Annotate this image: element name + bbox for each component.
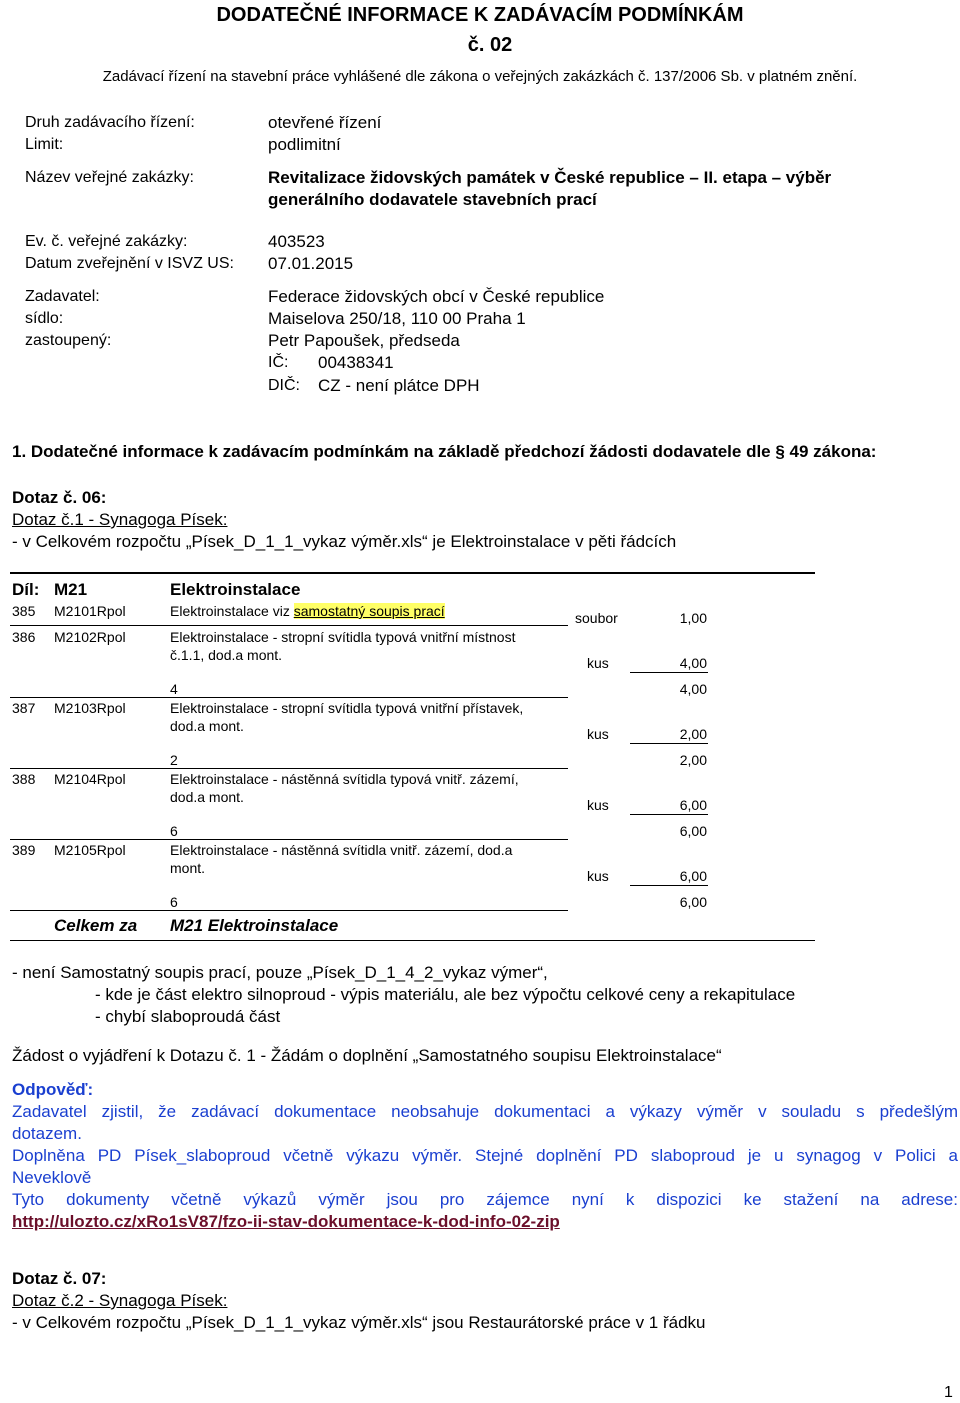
row-description-cont: mont. xyxy=(170,860,206,876)
row-unit: kus xyxy=(587,797,609,813)
row-code: M2104Rpol xyxy=(54,771,126,787)
row-description-cont: č.1.1, dod.a mont. xyxy=(170,647,283,663)
table-top-rule xyxy=(10,572,815,574)
q07-title: Dotaz č. 07: xyxy=(12,1269,107,1288)
row-subtotal-right: 2,00 xyxy=(679,752,707,768)
row-description: Elektroinstalace - stropní svítidla typová vnitřní místnost xyxy=(170,629,516,645)
limit-value: podlimitní xyxy=(268,135,341,154)
row-code: M2101Rpol xyxy=(54,603,126,619)
row-description xyxy=(170,603,445,619)
ic-value: 00438341 xyxy=(318,353,394,372)
datum-value: 07.01.2015 xyxy=(268,254,354,273)
row-description: Elektroinstalace - stropní svítidla typová vnitřní přístavek, xyxy=(170,700,524,716)
table-head-code: M21 xyxy=(54,580,88,599)
nazev-label: Název veřejné zakázky: xyxy=(25,169,194,186)
druh-value: otevřené řízení xyxy=(268,113,382,132)
row-description-text: Elektroinstalace viz xyxy=(170,603,294,619)
row-unit: kus xyxy=(587,868,609,884)
q07-line-a: - v Celkovém rozpočtu „Písek_D_1_1_vykaz výměr.xls“ jsou Restaurátorské práce v 1 řádku xyxy=(12,1313,706,1332)
total-label: Celkem za xyxy=(54,916,138,935)
row-code: M2102Rpol xyxy=(54,629,126,645)
row-separator xyxy=(10,910,568,911)
ev-value: 403523 xyxy=(268,232,325,251)
table-head-dil: Díl: xyxy=(12,580,40,599)
answer-line-5: Tyto dokumenty včetně výkazů výměr jsou pro zájemce nyní k dispozici ke stažení na adrese: xyxy=(12,1190,958,1209)
table-head-name: Elektroinstalace xyxy=(170,580,301,599)
nazev-value-line1: Revitalizace židovských památek v České republice – II. etapa – výběr xyxy=(268,168,832,187)
answer-line-2: dotazem. xyxy=(12,1124,82,1143)
row-code: M2105Rpol xyxy=(54,842,126,858)
row-number: 385 xyxy=(12,603,36,619)
row-number: 388 xyxy=(12,771,36,787)
zastoupeny-label: zastoupený: xyxy=(25,332,112,349)
answer-label: Odpověď: xyxy=(12,1080,94,1099)
total-name: M21 Elektroinstalace xyxy=(170,916,339,935)
quantity-rule xyxy=(630,672,708,673)
section1-heading: 1. Dodatečné informace k zadávacím podmínkám na základě předchozí žádosti dodavatele dle § 49 zákona: xyxy=(12,442,877,461)
zastoupeny-value: Petr Papoušek, předseda xyxy=(268,331,460,350)
row-subtotal-left: 4 xyxy=(170,681,178,697)
row-subtotal-left: 6 xyxy=(170,894,178,910)
row-subtotal-left: 6 xyxy=(170,823,178,839)
row-number: 387 xyxy=(12,700,36,716)
quantity-rule xyxy=(630,885,708,886)
document-number: č. 02 xyxy=(467,34,513,56)
row-description-cont: dod.a mont. xyxy=(170,789,244,805)
q06-note-3: - chybí slaboproudá část xyxy=(95,1007,281,1026)
limit-label: Limit: xyxy=(25,136,64,153)
document-title: DODATEČNÉ INFORMACE K ZADÁVACÍM PODMÍNKÁM xyxy=(216,4,744,26)
row-separator xyxy=(10,625,568,626)
row-unit: kus xyxy=(587,726,609,742)
row-subtotal-left: 2 xyxy=(170,752,178,768)
row-code: M2103Rpol xyxy=(54,700,126,716)
quantity-rule xyxy=(630,743,708,744)
row-description-cont: dod.a mont. xyxy=(170,718,244,734)
row-description-highlight: samostatný soupis prací xyxy=(293,603,445,619)
answer-line-1: Zadavatel zjistil, že zadávací dokumentace neobsahuje dokumentaci a výkazy výměr v souladu s předešlým xyxy=(12,1102,958,1121)
page-number: 1 xyxy=(944,1384,953,1401)
ic-label: IČ: xyxy=(268,354,289,371)
row-unit: soubor xyxy=(575,610,618,626)
answer-line-3: Doplněna PD Písek_slaboproud včetně výkazu výměr. Stejné doplnění PD slaboproud je u synagog v Polici a xyxy=(12,1146,958,1165)
sidlo-label: sídlo: xyxy=(25,310,64,327)
row-quantity: 1,00 xyxy=(679,610,707,626)
row-subtotal-right: 6,00 xyxy=(679,823,707,839)
zadavatel-value: Federace židovských obcí v České republice xyxy=(268,287,605,306)
row-subtotal-right: 4,00 xyxy=(679,681,707,697)
row-subtotal-right: 6,00 xyxy=(679,894,707,910)
answer-line-4: Neveklově xyxy=(12,1168,92,1187)
row-description: Elektroinstalace - nástěnná svítidla typová vnitř. zázemí, xyxy=(170,771,519,787)
row-description: Elektroinstalace - nástěnná svítidla vnitř. zázemí, dod.a xyxy=(170,842,513,858)
quantity-rule xyxy=(630,814,708,815)
download-link[interactable]: http://ulozto.cz/xRo1sV87/fzo-ii-stav-dokumentace-k-dod-info-02-zip xyxy=(12,1212,560,1231)
document-subtitle: Zadávací řízení na stavební práce vyhlášené dle zákona o veřejných zakázkách č. 137/2006 Sb. v platném znění. xyxy=(102,68,858,85)
q06-note-2: - kde je část elektro silnoproud - výpis materiálu, ale bez výpočtu celkové ceny a rekapitulace xyxy=(95,985,796,1004)
row-quantity: 2,00 xyxy=(679,726,707,742)
row-separator xyxy=(10,768,568,769)
q06-subtitle: Dotaz č.1 - Synagoga Písek: xyxy=(12,510,228,529)
row-number: 386 xyxy=(12,629,36,645)
zadavatel-label: Zadavatel: xyxy=(25,288,100,305)
row-quantity: 6,00 xyxy=(679,797,707,813)
q06-request: Žádost o vyjádření k Dotazu č. 1 - Žádám o doplnění „Samostatného soupisu Elektroinstalace“ xyxy=(12,1046,722,1065)
row-quantity: 4,00 xyxy=(679,655,707,671)
datum-label: Datum zveřejnění v ISVZ US: xyxy=(25,255,234,272)
dic-label: DIČ: xyxy=(268,377,300,394)
q06-note-1: - není Samostatný soupis prací, pouze „Písek_D_1_4_2_vykaz výmer“, xyxy=(12,963,548,982)
sidlo-value: Maiselova 250/18, 110 00 Praha 1 xyxy=(268,309,526,328)
row-number: 389 xyxy=(12,842,36,858)
row-separator xyxy=(10,839,568,840)
row-quantity: 6,00 xyxy=(679,868,707,884)
row-separator xyxy=(10,697,568,698)
table-bottom-rule xyxy=(10,940,815,941)
druh-label: Druh zadávacího řízení: xyxy=(25,114,195,131)
ev-label: Ev. č. veřejné zakázky: xyxy=(25,233,188,250)
q06-title: Dotaz č. 06: xyxy=(12,488,107,507)
q07-subtitle: Dotaz č.2 - Synagoga Písek: xyxy=(12,1291,228,1310)
nazev-value-line2: generálního dodavatele stavebních prací xyxy=(268,190,597,209)
row-unit: kus xyxy=(587,655,609,671)
dic-value: CZ - není plátce DPH xyxy=(318,376,480,395)
q06-line-a: - v Celkovém rozpočtu „Písek_D_1_1_vykaz výměr.xls“ je Elektroinstalace v pěti řádcích xyxy=(12,532,677,551)
